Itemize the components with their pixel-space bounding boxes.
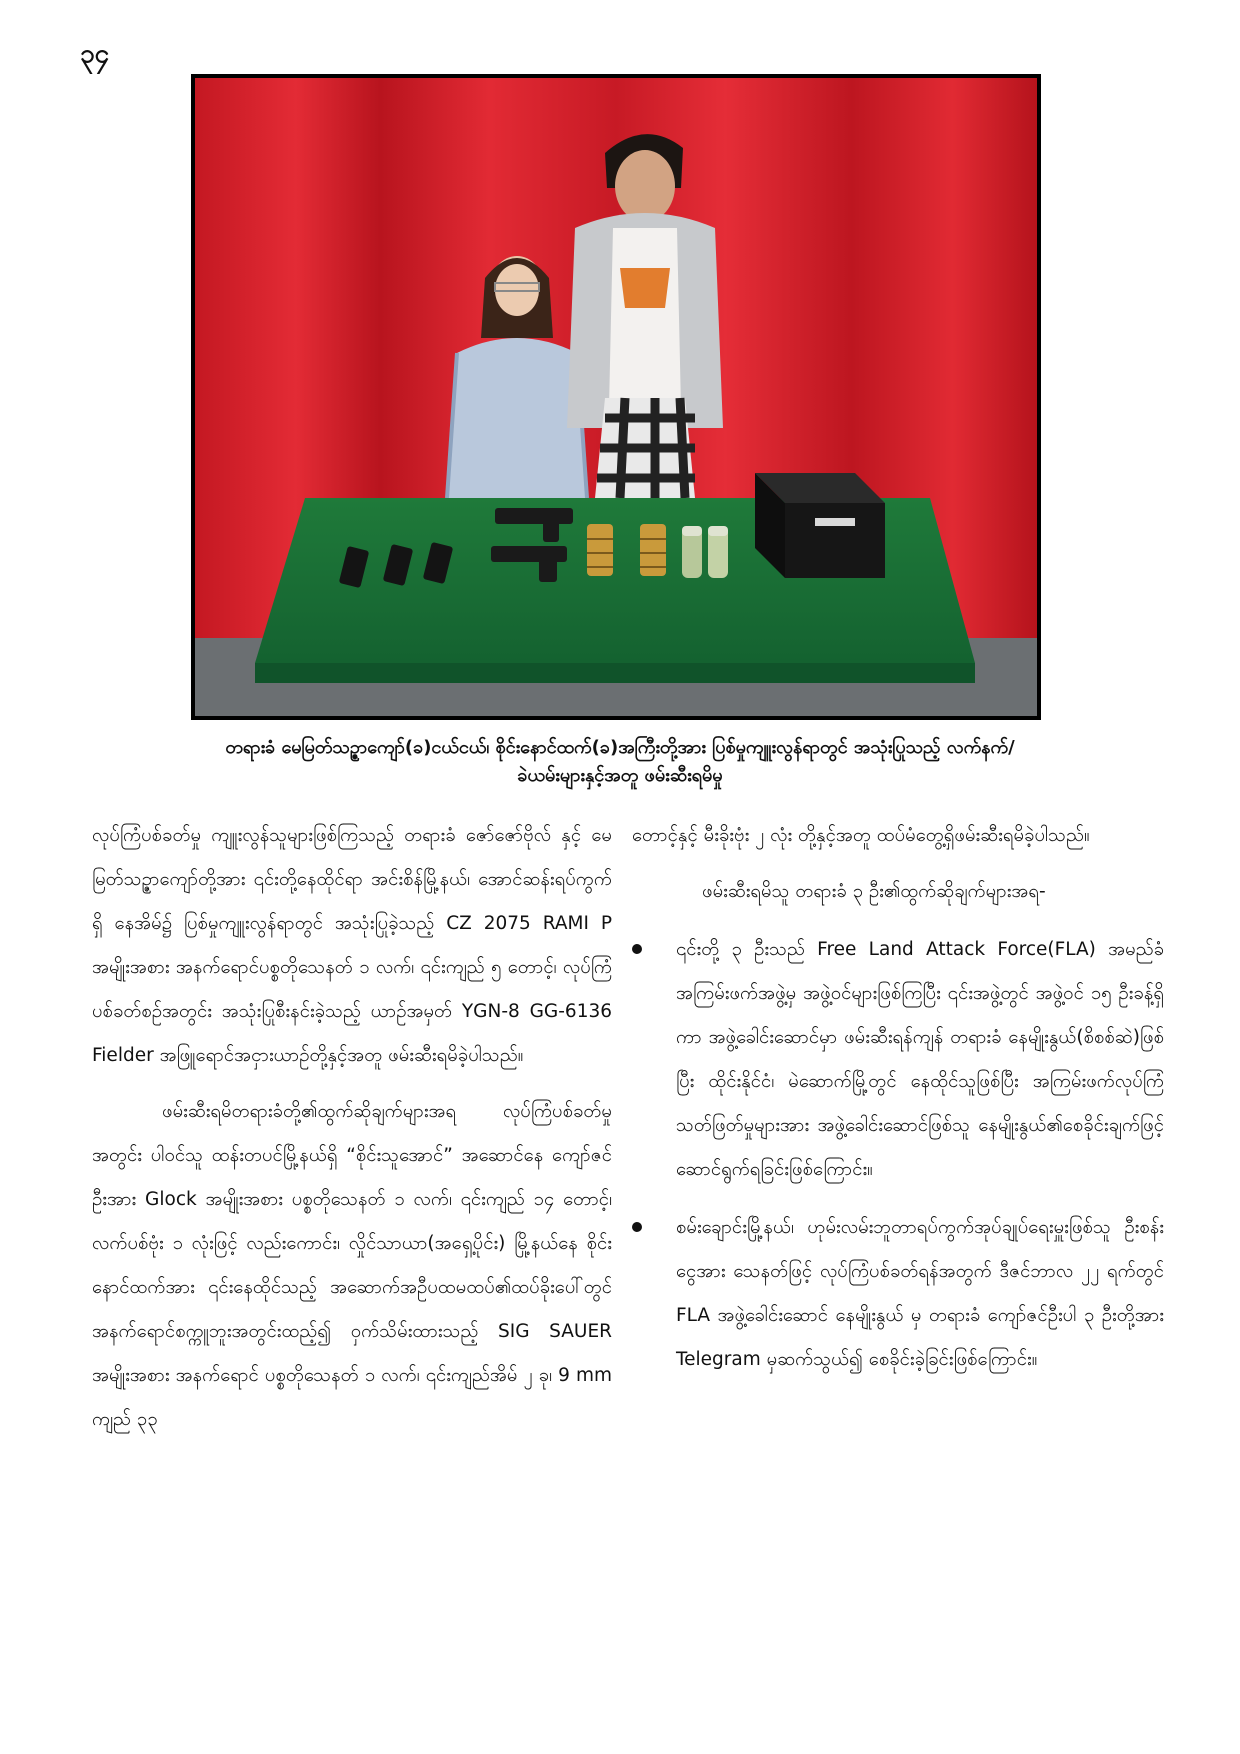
caption-line-2: ခဲယမ်းများနှင့်အတူ ဖမ်းဆီးရမိမှု bbox=[517, 765, 723, 786]
photo-caption bbox=[110, 734, 1130, 790]
right-paragraph-1: တောင့်နှင့် မီးခိုးဗုံး ၂ လုံး တို့နှင့်အတူ ထပ်မံတွေ့ရှိဖမ်းဆီးရမိခဲ့ပါသည်။ bbox=[632, 825, 1090, 846]
left-paragraph-2: ဖမ်းဆီးရမိတရားခံတို့၏ထွက်ဆိုချက်များအရ လုပ်ကြံပစ်ခတ်မှုအတွင်း ပါဝင်သူ ထန်းတပင်မြို့နယ်ရှိ “စိုင်းသူအောင်” အဆောင်နေ ကျော်ဇင်ဦးအား Glock အမျိုးအစား ပစ္စတိုသေနတ် ၁ လက်၊ ၎င်းကျည် ၁၄ တောင့်၊ လက်ပစ်ဗုံး ၁ လုံးဖြင့် လည်းကောင်း၊ လှိုင်သာယာ(အရှေ့ပိုင်း) မြို့နယ်နေ စိုင်းနောင်ထက်အား ၎င်းနေထိုင်သည့် အဆောက်အဦပထမထပ်၏ထပ်ခိုးပေါ်တွင် အနက်ရောင်စက္ကူဘူးအတွင်းထည့်၍ ဝှက်သိမ်းထားသည့် SIG SAUER အမျိုးအစား အနက်ရောင် ပစ္စတိုသေနတ် ၁ လက်၊ ၎င်းကျည်အိမ် ၂ ခု၊ 9 mm ကျည် ၃၃ bbox=[92, 1101, 612, 1430]
left-column bbox=[92, 814, 612, 1442]
bullet-list bbox=[632, 928, 1164, 1382]
bullet-icon bbox=[632, 944, 642, 954]
right-column bbox=[632, 814, 1164, 1396]
left-paragraph-1: လုပ်ကြံပစ်ခတ်မှု ကျူးလွန်သူများဖြစ်ကြသည့် တရားခံ ဇော်ဇော်ဗိုလ် နှင့် မေမြတ်သဥ္ဇာကျော်တို့အား ၎င်းတို့နေထိုင်ရာ အင်းစိန်မြို့နယ်၊ အောင်ဆန်းရပ်ကွက်ရှိ နေအိမ်၌ ပြစ်မှုကျူးလွန်ရာတွင် အသုံးပြုခဲ့သည့် CZ 2075 RAMI P အမျိုးအစား အနက်ရောင်ပစ္စတိုသေနတ် ၁ လက်၊ ၎င်းကျည် ၅ တောင့်၊ လုပ်ကြံပစ်ခတ်စဉ်အတွင်း အသုံးပြုစီးနင်းခဲ့သည့် ယာဉ်အမှတ် YGN-8 GG-6136 Fielder အဖြူရောင်အငှားယာဉ်တို့နှင့်အတူ ဖမ်းဆီးရမိခဲ့ပါသည်။ bbox=[92, 825, 612, 1066]
arrest-photo-icon bbox=[195, 78, 1037, 716]
page-number: ၃၄ bbox=[80, 39, 110, 69]
list-item bbox=[632, 1206, 1164, 1382]
bullet-text: စမ်းချောင်းမြို့နယ်၊ ဟုမ်းလမ်းဘူတာရပ်ကွက်အုပ်ချုပ်ရေးမှူးဖြစ်သူ ဦးစန်းငွေအား သေနတ်ဖြင့် လုပ်ကြံပစ်ခတ်ရန်အတွက် ဒီဇင်ဘာလ ၂၂ ရက်တွင် FLA အဖွဲ့ခေါင်းဆောင် နေမျိုးနွယ် မှ တရားခံ ကျော်ဇင်ဦးပါ ၃ ဦးတို့အား Telegram မှဆက်သွယ်၍ စေခိုင်းခဲ့ခြင်းဖြစ်ကြောင်း။ bbox=[676, 1217, 1164, 1370]
list-item bbox=[632, 928, 1164, 1192]
arrest-photo bbox=[191, 74, 1041, 720]
bullet-icon bbox=[632, 1222, 642, 1232]
box-item bbox=[755, 473, 885, 578]
caption-line-1: တရားခံ မေမြတ်သဥ္ဇာကျော်(ခ)ငယ်ငယ်၊ စိုင်းနောင်ထက်(ခ)အကြီးတို့အား ပြစ်မှုကျူးလွန်ရာတွင် အသုံးပြုသည့် လက်နက်/ bbox=[225, 737, 1015, 758]
right-paragraph-2: ဖမ်းဆီးရမိသူ တရားခံ ၃ ဦး၏ထွက်ဆိုချက်များအရ- bbox=[702, 881, 1046, 902]
bullet-text: ၎င်းတို့ ၃ ဦးသည် Free Land Attack Force(FLA) အမည်ခံ အကြမ်းဖက်အဖွဲ့မှ အဖွဲ့ဝင်များဖြစ်ကြပြီး ၎င်းအဖွဲ့တွင် အဖွဲ့ဝင် ၁၅ ဦးခန့်ရှိကာ အဖွဲ့ခေါင်းဆောင်မှာ ဖမ်းဆီးရန်ကျန် တရားခံ နေမျိုးနွယ်(စိစစ်ဆဲ)ဖြစ်ပြီး ထိုင်းနိုင်ငံ၊ မဲဆောက်မြို့တွင် နေထိုင်သူဖြစ်ပြီး အကြမ်းဖက်လုပ်ကြံသတ်ဖြတ်မှုများအား အဖွဲ့ခေါင်းဆောင်ဖြစ်သူ နေမျိုးနွယ်၏စေခိုင်းချက်ဖြင့် ဆောင်ရွက်ရခြင်းဖြစ်ကြောင်း။ bbox=[676, 939, 1164, 1180]
